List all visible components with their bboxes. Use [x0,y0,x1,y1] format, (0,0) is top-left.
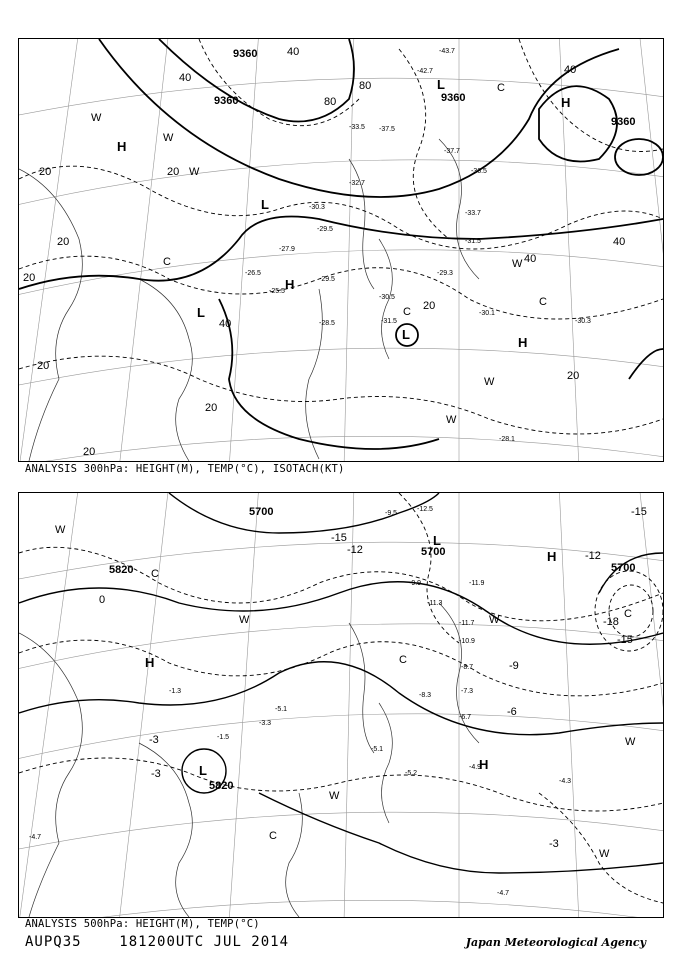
chart-id: AUPQ35 [25,934,82,950]
height-label: 5700 [249,506,274,518]
height-label: 9360 [214,95,239,107]
isotach-label: 80 [324,96,337,108]
temp-label: -32.7 [349,180,365,187]
temp-contour-label: -9 [509,660,519,672]
temp-label: -37.5 [379,126,395,133]
isotach-label: 20 [205,402,218,414]
cold-symbol: C [497,82,505,94]
warm-symbol: W [625,736,636,748]
temp-contour-label: -15 [331,532,347,544]
low-symbol: L [402,327,410,342]
low-symbol: L [197,305,205,320]
isotach-label: 20 [423,300,436,312]
isotach-label: 20 [39,166,52,178]
station-temp-label: -4.7 [497,890,510,897]
temperature-lines [19,493,663,903]
temp-label: -28.1 [499,436,515,443]
cold-symbol: C [403,306,411,318]
height-label: 9360 [233,48,258,60]
station-temp-label: -12.5 [417,506,433,513]
temp-label: -30.5 [379,294,395,301]
low-symbol: L [433,533,441,548]
station-temp-label: -5.2 [405,770,418,777]
temp-contour-label: -3 [151,768,161,780]
station-temp-label: -9.5 [385,510,398,517]
temp-label: -30.3 [575,318,591,325]
temp-label: -25.5 [269,288,285,295]
temp-contour-label: -3 [549,838,559,850]
isotach-label: 40 [219,318,232,330]
warm-symbol: W [489,614,500,626]
coastlines [19,139,479,461]
isotach-label: 20 [23,272,36,284]
caption-500hpa: ANALYSIS 500hPa: HEIGHT(M), TEMP(°C) [25,918,260,930]
station-temp-label: -8.3 [419,692,432,699]
graticule [19,493,663,917]
temp-label: -42.7 [417,68,433,75]
temp-label: -30.1 [479,310,495,317]
high-symbol: H [479,757,489,772]
station-temp-label: -4.3 [559,778,572,785]
warm-symbol: W [239,614,250,626]
height-label: 5820 [209,780,234,792]
isotach-label: 20 [567,370,580,382]
coastlines [19,603,482,917]
warm-symbol: W [599,848,610,860]
high-symbol: H [561,95,571,110]
station-temp-label: -8.7 [461,664,474,671]
high-symbol: H [145,655,155,670]
height-label: 5820 [109,564,134,576]
temp-label: -33.5 [349,124,365,131]
temp-contour-label: -12 [347,544,363,556]
height-label: 5700 [611,562,636,574]
temp-label: -29.5 [319,276,335,283]
temp-contour-label: 0 [99,594,106,606]
map-panel-500hpa [18,492,664,918]
warm-symbol: W [329,790,340,802]
temp-label: -43.7 [439,48,455,55]
caption-300hpa: ANALYSIS 300hPa: HEIGHT(M), TEMP(°C), ISOTACH(KT) [25,463,345,475]
temp-label: -31.5 [381,318,397,325]
chart-datetime: 181200UTC JUL 2014 [119,934,290,950]
high-symbol: H [518,335,528,350]
isotach-label: 20 [37,360,50,372]
isotach-label: 20 [167,166,180,178]
height-label: 9360 [441,92,466,104]
height-label: 5700 [421,546,446,558]
temp-label: -37.7 [444,148,460,155]
low-symbol: L [261,197,269,212]
temp-label: -36.5 [471,168,487,175]
temp-label: -27.9 [279,246,295,253]
warm-symbol: W [484,376,495,388]
agency-name: Japan Meteorological Agency [465,936,646,949]
map-panel-300hpa [18,38,664,462]
station-temp-label: -7.3 [461,688,474,695]
warm-symbol: W [189,166,200,178]
warm-symbol: W [55,524,66,536]
warm-symbol: W [446,414,457,426]
temp-label: -29.5 [317,226,333,233]
cold-symbol: C [624,608,632,620]
cold-symbol: C [163,256,171,268]
isotach-label: 80 [359,80,372,92]
isotach-label: 40 [613,236,626,248]
temp-contour-label: -6 [507,706,517,718]
station-temp-label: -10.9 [459,638,475,645]
cold-symbol: C [399,654,407,666]
station-temp-label: -3.3 [259,720,272,727]
station-temp-label: -9.9 [409,580,422,587]
map-500hpa-svg [19,493,663,917]
low-symbol: L [199,763,207,778]
chart-code [25,934,289,950]
low-symbol: L [437,77,445,92]
height-label: 9360 [611,116,636,128]
temp-label: -31.5 [465,238,481,245]
station-temp-label: -5.1 [371,746,384,753]
station-temp-label: -6.7 [459,714,472,721]
temp-label: -28.5 [319,320,335,327]
map-300hpa-svg [19,39,663,461]
temp-contour-label: -3 [149,734,159,746]
station-temp-label: -4.7 [29,834,42,841]
station-temp-label: -11.7 [459,620,475,627]
isotach-label: 20 [57,236,70,248]
station-temp-label: -5.1 [275,706,288,713]
high-symbol: H [547,549,557,564]
warm-symbol: W [512,258,523,270]
temp-label: -26.5 [245,270,261,277]
cold-symbol: C [151,568,159,580]
cold-symbol: C [539,296,547,308]
station-temp-label: -1.5 [217,734,230,741]
temp-contour-label: -12 [585,550,601,562]
station-temp-label: -4.9 [469,764,482,771]
high-symbol: H [117,139,127,154]
warm-symbol: W [163,132,174,144]
station-temp-label: -11.9 [469,580,485,587]
station-temp-label: -1.3 [169,688,182,695]
cold-symbol: C [269,830,277,842]
isotach-label: 40 [524,253,537,265]
temp-contour-label: -18 [603,616,619,628]
high-symbol: H [285,277,295,292]
temp-contour-label: -15 [631,506,647,518]
temp-label: -29.3 [437,270,453,277]
isotach-label: 40 [287,46,300,58]
temp-label: -30.3 [309,204,325,211]
isotach-label: 20 [83,446,96,458]
isotach-label: 40 [564,64,577,76]
warm-symbol: W [91,112,102,124]
station-temp-label: -11.3 [427,600,443,607]
temp-label: -33.7 [465,210,481,217]
isotach-label: 40 [179,72,192,84]
temp-contour-label: -15 [617,634,633,646]
